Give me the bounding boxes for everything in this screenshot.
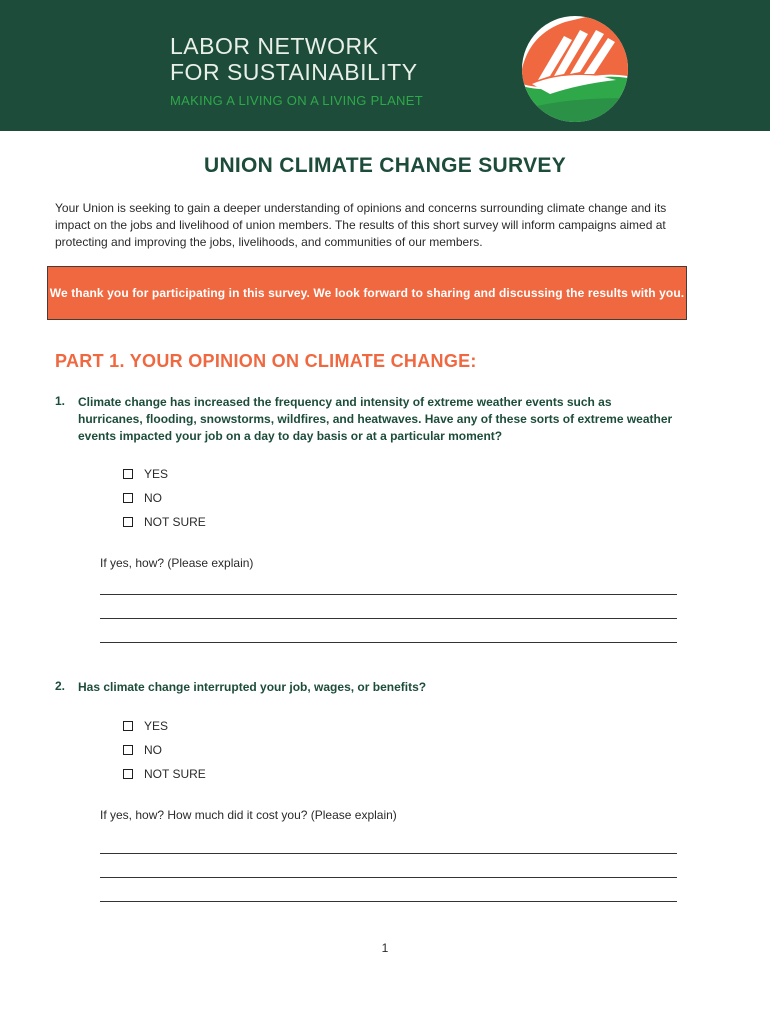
q1-answer-line-3[interactable] — [100, 642, 677, 643]
checkbox-icon[interactable] — [123, 721, 133, 731]
q2-option-no-label: NO — [144, 743, 162, 757]
thank-you-callout — [47, 266, 687, 320]
q1-option-no[interactable] — [123, 491, 162, 505]
q1-option-yes-label: YES — [144, 467, 169, 481]
q2-option-not-sure-label: NOT SURE — [144, 767, 206, 781]
q2-option-yes-label: YES — [144, 719, 169, 733]
q1-answer-line-2[interactable] — [100, 618, 677, 619]
q1-option-not-sure-label: NOT SURE — [144, 515, 206, 529]
header-banner — [0, 0, 770, 131]
part-1-heading: PART 1. YOUR OPINION ON CLIMATE CHANGE: — [55, 351, 477, 371]
question-2-text: Has climate change interrupted your job, wages, or benefits? — [78, 680, 427, 694]
question-1-text: Climate change has increased the frequency and intensity of extreme weather events such as hurricanes, flooding, snowstorms, wildfires, and heatwaves. Have any of these sorts of extreme weather events impacted your job on a day to day basis or at a particular moment? — [78, 395, 673, 443]
q1-answer-line-1[interactable] — [100, 594, 677, 595]
checkbox-icon[interactable] — [123, 493, 133, 503]
checkbox-icon[interactable] — [123, 745, 133, 755]
q1-followup-prompt: If yes, how? (Please explain) — [100, 556, 254, 570]
intro-paragraph: Your Union is seeking to gain a deeper understanding of opinions and concerns surrounding climate change and its impact on the jobs and livelihood of union members. The results of this short survey will inform campaigns aimed at protecting and improving the jobs, livelihoods, and communities of our members. — [55, 201, 667, 249]
thank-you-text: We thank you for participating in this survey. We look forward to sharing and discussing the results with you. — [49, 286, 685, 300]
org-name-line-1: LABOR NETWORK — [170, 33, 379, 59]
org-tagline: MAKING A LIVING ON A LIVING PLANET — [170, 93, 423, 108]
q1-option-not-sure[interactable] — [123, 515, 206, 529]
page-number: 1 — [381, 941, 389, 955]
checkbox-icon[interactable] — [123, 517, 133, 527]
q2-answer-line-3[interactable] — [100, 901, 677, 902]
q2-option-no[interactable] — [123, 743, 162, 757]
question-1-number: 1. — [55, 394, 66, 408]
q2-option-yes[interactable] — [123, 719, 168, 733]
checkbox-icon[interactable] — [123, 769, 133, 779]
question-2-number: 2. — [55, 679, 66, 693]
q2-answer-line-2[interactable] — [100, 877, 677, 878]
q2-option-not-sure[interactable] — [123, 767, 206, 781]
survey-title: UNION CLIMATE CHANGE SURVEY — [203, 154, 566, 177]
q2-answer-line-1[interactable] — [100, 853, 677, 854]
q1-option-yes[interactable] — [123, 467, 168, 481]
hand-earth-logo-icon — [520, 14, 630, 124]
checkbox-icon[interactable] — [123, 469, 133, 479]
q2-followup-prompt: If yes, how? How much did it cost you? (Please explain) — [100, 808, 397, 822]
q1-option-no-label: NO — [144, 491, 162, 505]
org-name-line-2: FOR SUSTAINABILITY — [170, 59, 418, 85]
